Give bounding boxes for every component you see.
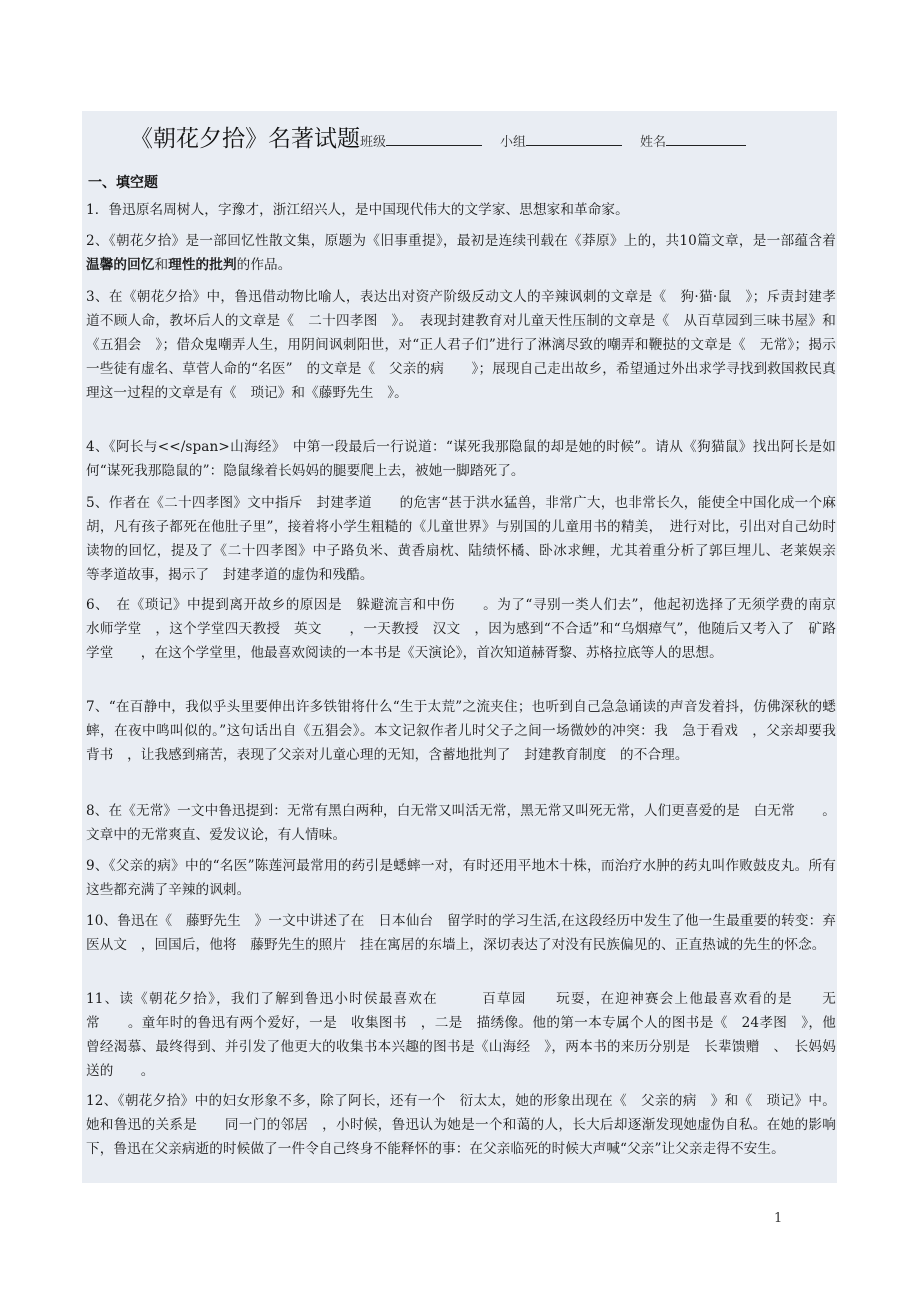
bold-phrase-criticism: 理性的批判 xyxy=(168,257,237,273)
question-9: 9、《父亲的病》中的“名医”陈莲河最常用的药引是蟋蟀一对，有时还用平地木十株，而治疗水肿的药丸叫作败鼓皮丸。所有这些都充满了辛辣的讽刺。 xyxy=(86,858,836,898)
question-3: 3、在《朝花夕拾》中，鲁迅借动物比喻人，表达出对资产阶级反动文人的辛辣讽刺的文章是《 狗·猫·鼠 》；斥责封建孝道不顾人命，教坏后人的文章是《 二十四孝图 》。 表现封建教育对儿童天性压制的文章是《 从百草园到三味书屋》和《五猖会 》；借众鬼嘲弄人生，用阴间讽刺阳世，对“正人君子们”进行了淋漓尽致的嘲弄和鞭挞的文章是《 无常》；揭示一些徒有虚名、草菅人命的“名医” 的文章是《 父亲的病 》；展现自己走出故乡，希望通过外出求学寻找到救国救民真理这一过程的文章是有《 琐记》和《藤野先生 》。 xyxy=(86,289,836,401)
section-heading: 一、填空题 xyxy=(88,175,158,191)
question-4: 4、《阿长与<</span>山海经》 中第一段最后一行说道：“谋死我那隐鼠的却是她的时候”。请从《狗猫鼠》找出阿长是如何“谋死我那隐鼠的”：隐鼠缘着长妈妈的腿要爬上去，被她一脚踏死了。 xyxy=(86,439,836,479)
question-10: 10、鲁迅在《 藤野先生 》一文中讲述了在 日本仙台 留学时的学习生活,在这段经历中发生了他一生最重要的转变：弃医从文 ，回国后，他将 藤野先生的照片 挂在寓居的东墙上，深切表达了对没有民族偏见的、正直热诚的先生的怀念。 xyxy=(86,913,836,953)
bold-phrase-memories: 温馨的回忆 xyxy=(86,257,155,273)
question-7: 7、“在百静中，我似乎头里要伸出许多铁钳将什么“生于太荒”之流夹住；也听到自己急急诵读的声音发着抖，仿佛深秋的蟋蟀，在夜中鸣叫似的。”这句话出自《五猖会》。本文记叙作者儿时父子之间一场微妙的冲突：我 急于看戏 ，父亲却要我 背书 ，让我感到痛苦，表现了父亲对儿童心理的无知，含蓄地批判了 封建教育制度 的不合理。 xyxy=(86,699,850,763)
group-blank xyxy=(526,131,622,146)
name-blank xyxy=(666,131,746,146)
class-blank xyxy=(386,131,482,146)
question-6: 6、 在《琐记》中提到离开故乡的原因是 躲避流言和中伤 。为了“寻别一类人们去”，他起初选择了无须学费的南京 水师学堂 ，这个学堂四天教授 英文 ，一天教授 汉文 ，因为感到“不合适”和“乌烟瘴气”，他随后又考入了 矿路学堂 ，在这个学堂里，他最喜欢阅读的一本书是《天演论》，首次知道赫胥黎、苏格拉底等人的思想。 xyxy=(86,597,864,661)
group-label: 小组 xyxy=(500,135,527,150)
page-number: 1 xyxy=(774,1211,783,1226)
question-11: 11、读《朝花夕拾》，我们了解到鲁迅小时侯最喜欢在 百草园 玩耍，在迎神赛会上他最喜欢看的是 无常 。童年时的鲁迅有两个爱好，一是 收集图书 ，二是 描绣像。他的第一本专属个人的图书是《 24孝图 》，他曾经渴慕、最终得到、并引发了他更大的收集书本兴趣的图书是《山海经 》，两本书的来历分别是 长辈馈赠 、 长妈妈送的 。 xyxy=(86,991,836,1079)
question-2: 2、《朝花夕拾》是一部回忆性散文集，原题为《旧事重提》，最初是连续刊载在《莽原》上的，共10篇文章，是一部蕴含着温馨的回忆和理性的批判的作品。 xyxy=(86,233,836,273)
question-12: 12、《朝花夕拾》中的妇女形象不多，除了阿长，还有一个 衍太太，她的形象出现在《 父亲的病 》和《 琐记》中。她和鲁迅的关系是 同一门的邻居 ，小时候，鲁迅认为她是一个和蔼的人，长大后却逐渐发现她虚伪自私。在她的影响下，鲁迅在父亲病逝的时候做了一件令自己终身不能释怀的事：在父亲临死的时候大声喊“父亲”让父亲走得不安生。 xyxy=(86,1093,836,1157)
header-row xyxy=(130,120,746,153)
class-label: 班级 xyxy=(360,135,387,150)
question-5: 5、作者在《二十四孝图》文中指斥 封建孝道 的危害“甚于洪水猛兽，非常广大，也非常长久，能使全中国化成一个麻胡，凡有孩子都死在他肚子里”，接着将小学生粗糙的《儿童世界》与别国的儿童用书的精美， 进行对比，引出对自己幼时读物的回忆，提及了《二十四孝图》中子路负米、黄香扇枕、陆绩怀橘、卧冰求鲤，尤其着重分析了郭巨埋儿、老莱娱亲 等孝道故事，揭示了 封建孝道的虚伪和残酷。 xyxy=(86,495,850,583)
question-8: 8、在《无常》一文中鲁迅提到：无常有黑白两种，白无常又叫活无常，黑无常又叫死无常，人们更喜爱的是 白无常 。文章中的无常爽直、爱发议论，有人情味。 xyxy=(86,803,836,843)
name-label: 姓名 xyxy=(640,135,667,150)
question-1: 1．鲁迅原名周树人，字豫才，浙江绍兴人，是中国现代伟大的文学家、思想家和革命家。 xyxy=(86,202,629,218)
page-title: 《朝花夕拾》名著试题 xyxy=(130,126,360,152)
